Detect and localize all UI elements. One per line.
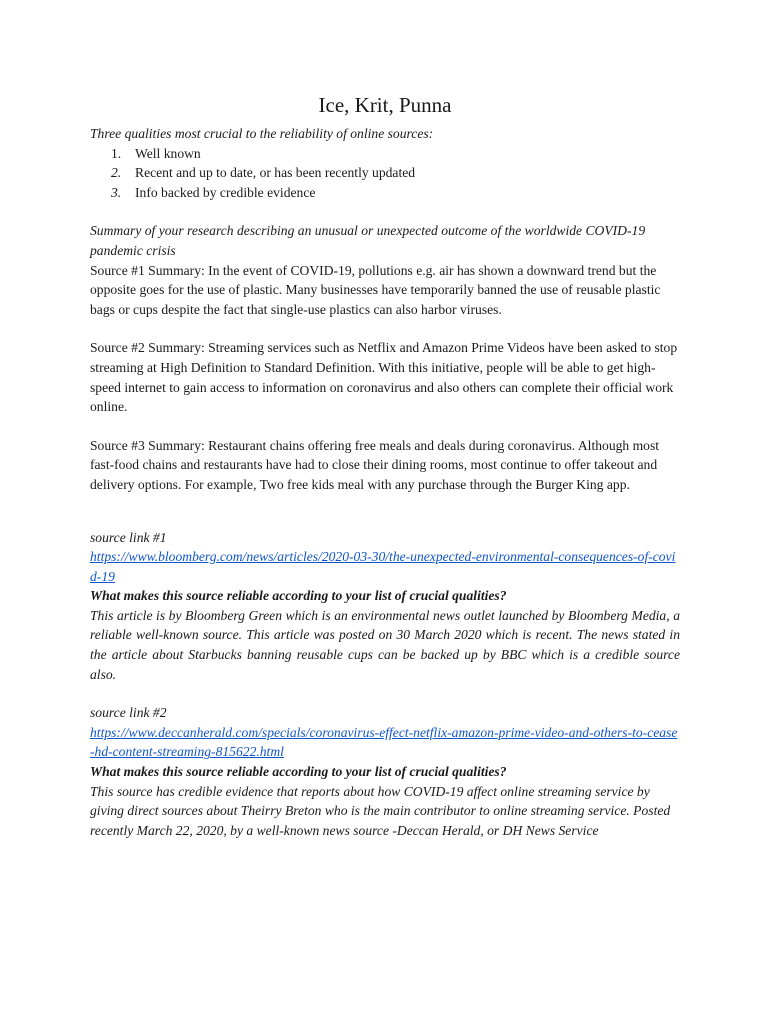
source-2-question: What makes this source reliable according to your list of crucial qualities?: [90, 764, 507, 780]
qualities-heading: Three qualities most crucial to the reliability of online sources:: [90, 126, 434, 141]
list-item-text: Recent and up to date, or has been recently updated: [135, 165, 416, 181]
source-1-answer: This article is by Bloomberg Green which is an environmental news outlet launched by Bloomberg Media, a reliable well-known source. This article was posted on 30 March 2020 which is recent. The news stated in the article about Starbucks banning reusable cups can be backed up by BBC which is a credible source also.: [90, 607, 680, 682]
source-2-label: source link #2: [90, 705, 167, 721]
list-item: [111, 144, 680, 164]
source-3-summary: Source #3 Summary: Restaurant chains offering free meals and deals during coronavirus. Although most fast-food chains and restaurants have had to close their dining rooms, most continue to offer takeout and delivery options. For example, Two free kids meal with any purchase through the Burger King app.: [90, 437, 660, 492]
source-1-summary: Source #1 Summary: In the event of COVID-19, pollutions e.g. air has shown a downward trend but the opposite goes for the use of plastic. Many businesses have temporarily banned the use of reusable plastic bags or cups despite the fact that single-use plastics can also harbor viruses.: [90, 262, 661, 317]
source-1-label: source link #1: [90, 529, 167, 545]
source-2-answer: This source has credible evidence that reports about how COVID-19 affect online streaming service by giving direct sources about Theirry Breton who is the main contributor to online streaming service. Posted recently March 22, 2020, by a well-known news source -Deccan Herald, or DH News Service: [90, 783, 671, 838]
list-item-text: Info backed by credible evidence: [135, 184, 316, 200]
list-number: 1.: [111, 145, 122, 161]
qualities-list: [90, 144, 680, 203]
page-title: Ice, Krit, Punna: [318, 93, 452, 117]
list-item: [111, 183, 680, 203]
list-number: 2.: [111, 165, 122, 181]
source-1-question: What makes this source reliable according to your list of crucial qualities?: [90, 588, 507, 604]
source-2-link[interactable]: https://www.deccanherald.com/specials/coronavirus-effect-netflix-amazon-prime-video-and-others-to-cease-hd-content-streaming-815622.html: [90, 724, 678, 760]
source-2-summary: Source #2 Summary: Streaming services such as Netflix and Amazon Prime Videos have been asked to stop streaming at High Definition to Standard Definition. With this initiative, people will be able to get high-speed internet to gain access to information on coronavirus and also others can complete their official work online.: [90, 340, 678, 415]
list-item: [111, 163, 680, 183]
summary-heading: Summary of your research describing an unusual or unexpected outcome of the worldwide COVID-19 pandemic crisis: [90, 223, 646, 258]
list-number: 3.: [111, 184, 122, 200]
source-1-link[interactable]: https://www.bloomberg.com/news/articles/2020-03-30/the-unexpected-environmental-consequences-of-covid-19: [90, 549, 676, 584]
list-item-text: Well known: [135, 145, 201, 161]
